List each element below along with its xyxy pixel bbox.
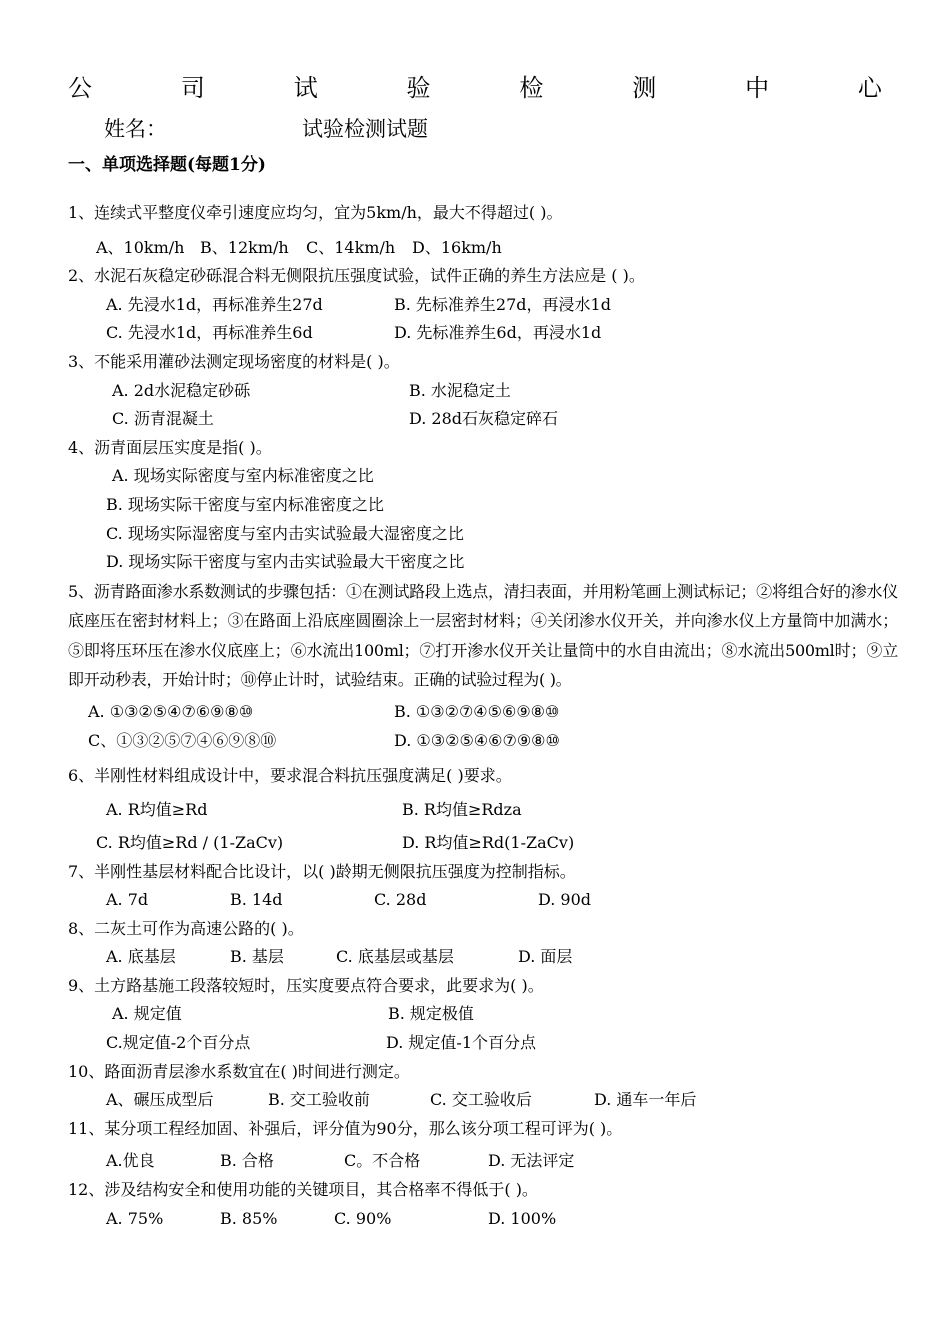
option-row	[68, 726, 898, 756]
option-c: C. 28d	[374, 890, 427, 910]
exam-title: 试验检测试题	[302, 117, 428, 141]
section-title: 一、单项选择题(每题1分)	[68, 155, 266, 175]
question-text: 3、不能采用灌砂法测定现场密度的材料是( )。	[68, 351, 400, 371]
option-c: C. 先浸水1d，再标准养生6d	[106, 323, 313, 343]
option-row	[68, 796, 898, 825]
option-b: B、12km/h	[200, 237, 289, 257]
option-d: D. 28d石灰稳定碎石	[409, 409, 559, 429]
option-d: D. 先标准养生6d，再浸水1d	[394, 323, 602, 343]
option-row	[68, 886, 898, 915]
option-c: C. 90%	[334, 1208, 392, 1228]
title-line	[0, 112, 950, 146]
option-b: B. 交工验收前	[268, 1090, 370, 1110]
option-row	[68, 319, 898, 348]
option-row	[68, 1086, 898, 1115]
option-c: C.规定值-2个百分点	[106, 1033, 251, 1053]
question-text: 6、半刚性材料组成设计中，要求混合料抗压强度满足( )要求。	[68, 765, 512, 785]
question-list	[68, 199, 898, 1233]
question-9	[68, 972, 898, 1058]
option-a: A. 先浸水1d，再标准养生27d	[106, 294, 323, 314]
option-c: C. R均值≥Rd / (1-ZaCv)	[96, 832, 284, 852]
option-row	[68, 1000, 898, 1029]
question-5	[68, 577, 898, 756]
option-c: C. 交工验收后	[430, 1090, 532, 1110]
option-row	[68, 697, 898, 727]
option-d: D. 面层	[518, 947, 573, 967]
question-text: 9、土方路基施工段落较短时，压实度要点符合要求，此要求为( )。	[68, 975, 544, 995]
option-b: B. 14d	[230, 890, 283, 910]
org-title	[68, 70, 882, 106]
option-b: B. 先标准养生27d，再浸水1d	[394, 294, 611, 314]
question-4	[68, 434, 898, 577]
option-a: A. 2d水泥稳定砂砾	[112, 380, 251, 400]
question-text: 7、半刚性基层材料配合比设计，以( )龄期无侧限抗压强度为控制指标。	[68, 861, 576, 881]
option-c: C. 沥青混凝土	[112, 409, 214, 429]
option-c: C. 现场实际湿密度与室内击实试验最大湿密度之比	[106, 523, 464, 543]
question-8	[68, 915, 898, 972]
org-title-char: 心	[857, 74, 882, 102]
question-11	[68, 1115, 898, 1176]
option-d: D. 规定值-1个百分点	[386, 1033, 537, 1053]
option-row	[68, 405, 898, 434]
question-text: 1、连续式平整度仪牵引速度应均匀，宜为5km/h，最大不得超过( )。	[68, 203, 563, 222]
option-c: C. 底基层或基层	[336, 947, 454, 967]
option-b: B. 规定极值	[388, 1004, 474, 1024]
question-text: 4、沥青面层压实度是指( )。	[68, 437, 272, 457]
question-text: 12、涉及结构安全和使用功能的关键项目，其合格率不得低于( )。	[68, 1180, 538, 1200]
option-a: A. ①③②⑤④⑦⑥⑨⑧⑩	[88, 701, 254, 721]
option-a: A. 75%	[106, 1208, 164, 1228]
option-d: D. 90d	[538, 890, 592, 910]
org-title-char: 验	[406, 74, 431, 102]
option-d: D. 现场实际干密度与室内击实试验最大干密度之比	[106, 552, 465, 572]
option-a: A、10km/h	[96, 237, 185, 257]
option-c: C、14km/h	[306, 237, 396, 257]
question-text: 8、二灰土可作为高速公路的( )。	[68, 918, 304, 938]
question-12	[68, 1176, 898, 1233]
option-b: B. R均值≥Rdza	[402, 800, 522, 820]
option-a: A. R均值≥Rd	[106, 800, 208, 820]
question-text: 2、水泥石灰稳定砂砾混合料无侧限抗压强度试验，试件正确的养生方法应是 ( )。	[68, 266, 645, 286]
option-a: A. 7d	[106, 890, 149, 910]
org-title-char: 试	[293, 74, 318, 102]
option-c: C、①③②⑤⑦④⑥⑨⑧⑩	[88, 731, 277, 751]
option-row	[68, 1029, 898, 1058]
option-a: A. 规定值	[112, 1004, 182, 1024]
org-title-char: 中	[745, 74, 770, 102]
option-row	[68, 234, 898, 263]
question-10	[68, 1058, 898, 1115]
name-label: 姓名：	[104, 117, 167, 141]
option-row	[68, 520, 898, 549]
option-row	[68, 943, 898, 972]
question-text: 11、某分项工程经加固、补强后，评分值为90分，那么该分项工程可评为( )。	[68, 1118, 623, 1138]
option-b: B. 基层	[230, 947, 284, 967]
option-row	[68, 829, 898, 858]
option-row	[68, 291, 898, 320]
option-d: D、16km/h	[412, 237, 502, 257]
option-d: D. 无法评定	[488, 1151, 575, 1171]
org-title-char: 检	[519, 74, 544, 102]
question-6	[68, 762, 898, 858]
option-a: A、碾压成型后	[106, 1090, 214, 1110]
option-row	[68, 377, 898, 406]
option-d: D. 通车一年后	[594, 1090, 697, 1110]
question-7	[68, 858, 898, 915]
option-b: B. 85%	[220, 1208, 278, 1228]
option-row	[68, 462, 898, 491]
option-row	[68, 1147, 898, 1176]
option-a: A.优良	[106, 1151, 155, 1171]
option-row	[68, 1205, 898, 1234]
option-a: A. 底基层	[106, 947, 176, 967]
option-b: B. 合格	[220, 1151, 274, 1171]
question-3	[68, 348, 898, 434]
option-b: B. ①③②⑦④⑤⑥⑨⑧⑩	[394, 701, 560, 721]
option-c: C。不合格	[344, 1151, 421, 1171]
option-a: A. 现场实际密度与室内标准密度之比	[112, 466, 374, 486]
org-title-char: 测	[632, 74, 657, 102]
org-title-char: 司	[180, 74, 205, 102]
option-d: D. 100%	[488, 1208, 557, 1228]
question-2	[68, 262, 898, 348]
option-d: D. ①③②⑤④⑥⑦⑨⑧⑩	[394, 731, 560, 751]
question-text: 10、路面沥青层渗水系数宜在( )时间进行测定。	[68, 1061, 410, 1081]
question-text: 5、沥青路面渗水系数测试的步骤包括：①在测试路段上选点，清扫表面，并用粉笔画上测试标记；②将组合好的渗水仪底座压在密封材料上；③在路面上沿底座圆圈涂上一层密封材料；④关闭渗水仪开关，并向渗水仪上方量筒中加满水；⑤即将压环压在渗水仪底座上；⑥水流出100ml；⑦打开渗水仪开关让量筒中的水自由流出；⑧水流出500ml时；⑨立即开动秒表，开始计时；⑩停止计时，试验结束。正确的试验过程为( )。	[68, 581, 898, 690]
option-row	[68, 548, 898, 577]
option-d: D. R均值≥Rd(1-ZaCv)	[402, 832, 575, 852]
option-b: B. 现场实际干密度与室内标准密度之比	[106, 494, 384, 514]
org-title-char: 公	[68, 74, 92, 102]
option-b: B. 水泥稳定土	[409, 380, 511, 400]
question-1	[68, 199, 898, 262]
option-row	[68, 491, 898, 520]
